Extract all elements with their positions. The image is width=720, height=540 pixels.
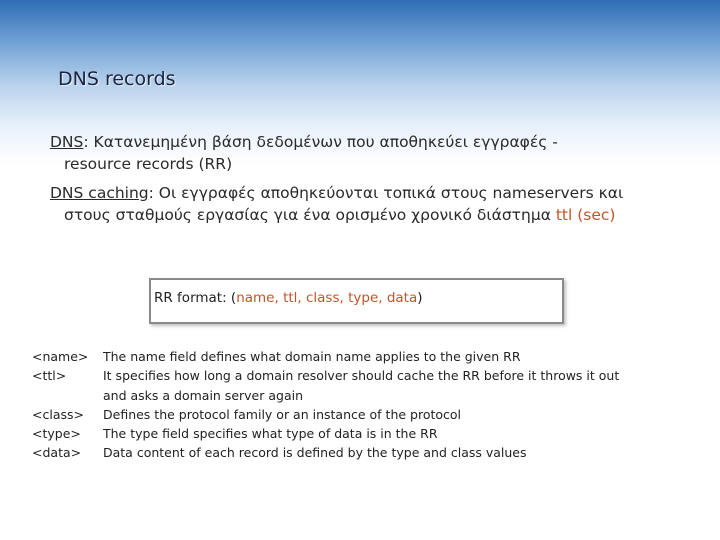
- rr-format-prefix: RR format: (: [154, 290, 237, 306]
- rr-field-tag: <ttl>: [32, 368, 67, 384]
- dns-sep: :: [83, 133, 94, 151]
- dns-caching-text: Οι εγγραφές αποθηκεύονται τοπικά στους nameservers και: [158, 184, 624, 202]
- rr-field-desc: Defines the protocol family or an instance of the protocol: [103, 406, 462, 422]
- dns-definition-line-1: [50, 131, 680, 153]
- dns-definition-text: Κατανεμημένη βάση δεδομένων που αποθηκεύει εγγραφές -: [93, 133, 558, 151]
- rr-field-tag: <class>: [32, 406, 84, 422]
- rr-field-row: [32, 405, 663, 424]
- rr-field-row: [32, 443, 663, 462]
- rr-field-tag: <type>: [32, 426, 81, 442]
- dns-definition-line-2: resource records (RR): [64, 155, 233, 173]
- rr-field-row: [32, 386, 663, 405]
- rr-format-box: [149, 278, 564, 324]
- dns-term: DNS: [50, 133, 84, 151]
- rr-field-desc: Data content of each record is defined by the type and class values: [103, 445, 527, 461]
- dns-caching-line-2: [50, 204, 680, 226]
- rr-field-desc: The name field defines what domain name applies to the given RR: [103, 349, 521, 364]
- ttl-highlight: ttl (sec): [555, 206, 616, 224]
- rr-field-desc: The type field specifies what type of data is in the RR: [103, 426, 438, 442]
- dns-caching-text-2: στους σταθμούς εργασίας για ένα ορισμένο χρονικό διάστημα: [64, 206, 551, 224]
- rr-format-suffix: ): [417, 290, 423, 306]
- dns-caching-term: DNS caching: [50, 184, 149, 202]
- rr-field-tag: <data>: [32, 445, 82, 461]
- dns-caching-line-1: [50, 182, 680, 204]
- dns-definition: [50, 131, 680, 175]
- rr-field-row: [32, 424, 663, 443]
- rr-field-desc: and asks a domain server again: [103, 387, 303, 403]
- rr-field-tag: <name>: [32, 349, 89, 364]
- rr-field-row: [32, 347, 663, 366]
- rr-field-desc: It specifies how long a domain resolver should cache the RR before it throws it out: [103, 368, 620, 384]
- rr-field-row: [32, 366, 663, 385]
- dns-caching-sep: :: [148, 184, 159, 202]
- rr-format-fields: name, ttl, class, type, data: [236, 290, 418, 306]
- rr-fields-list: [32, 347, 663, 463]
- slide-title: DNS records: [58, 68, 176, 90]
- rr-field-tag: [32, 386, 103, 405]
- dns-caching-definition: [50, 182, 680, 226]
